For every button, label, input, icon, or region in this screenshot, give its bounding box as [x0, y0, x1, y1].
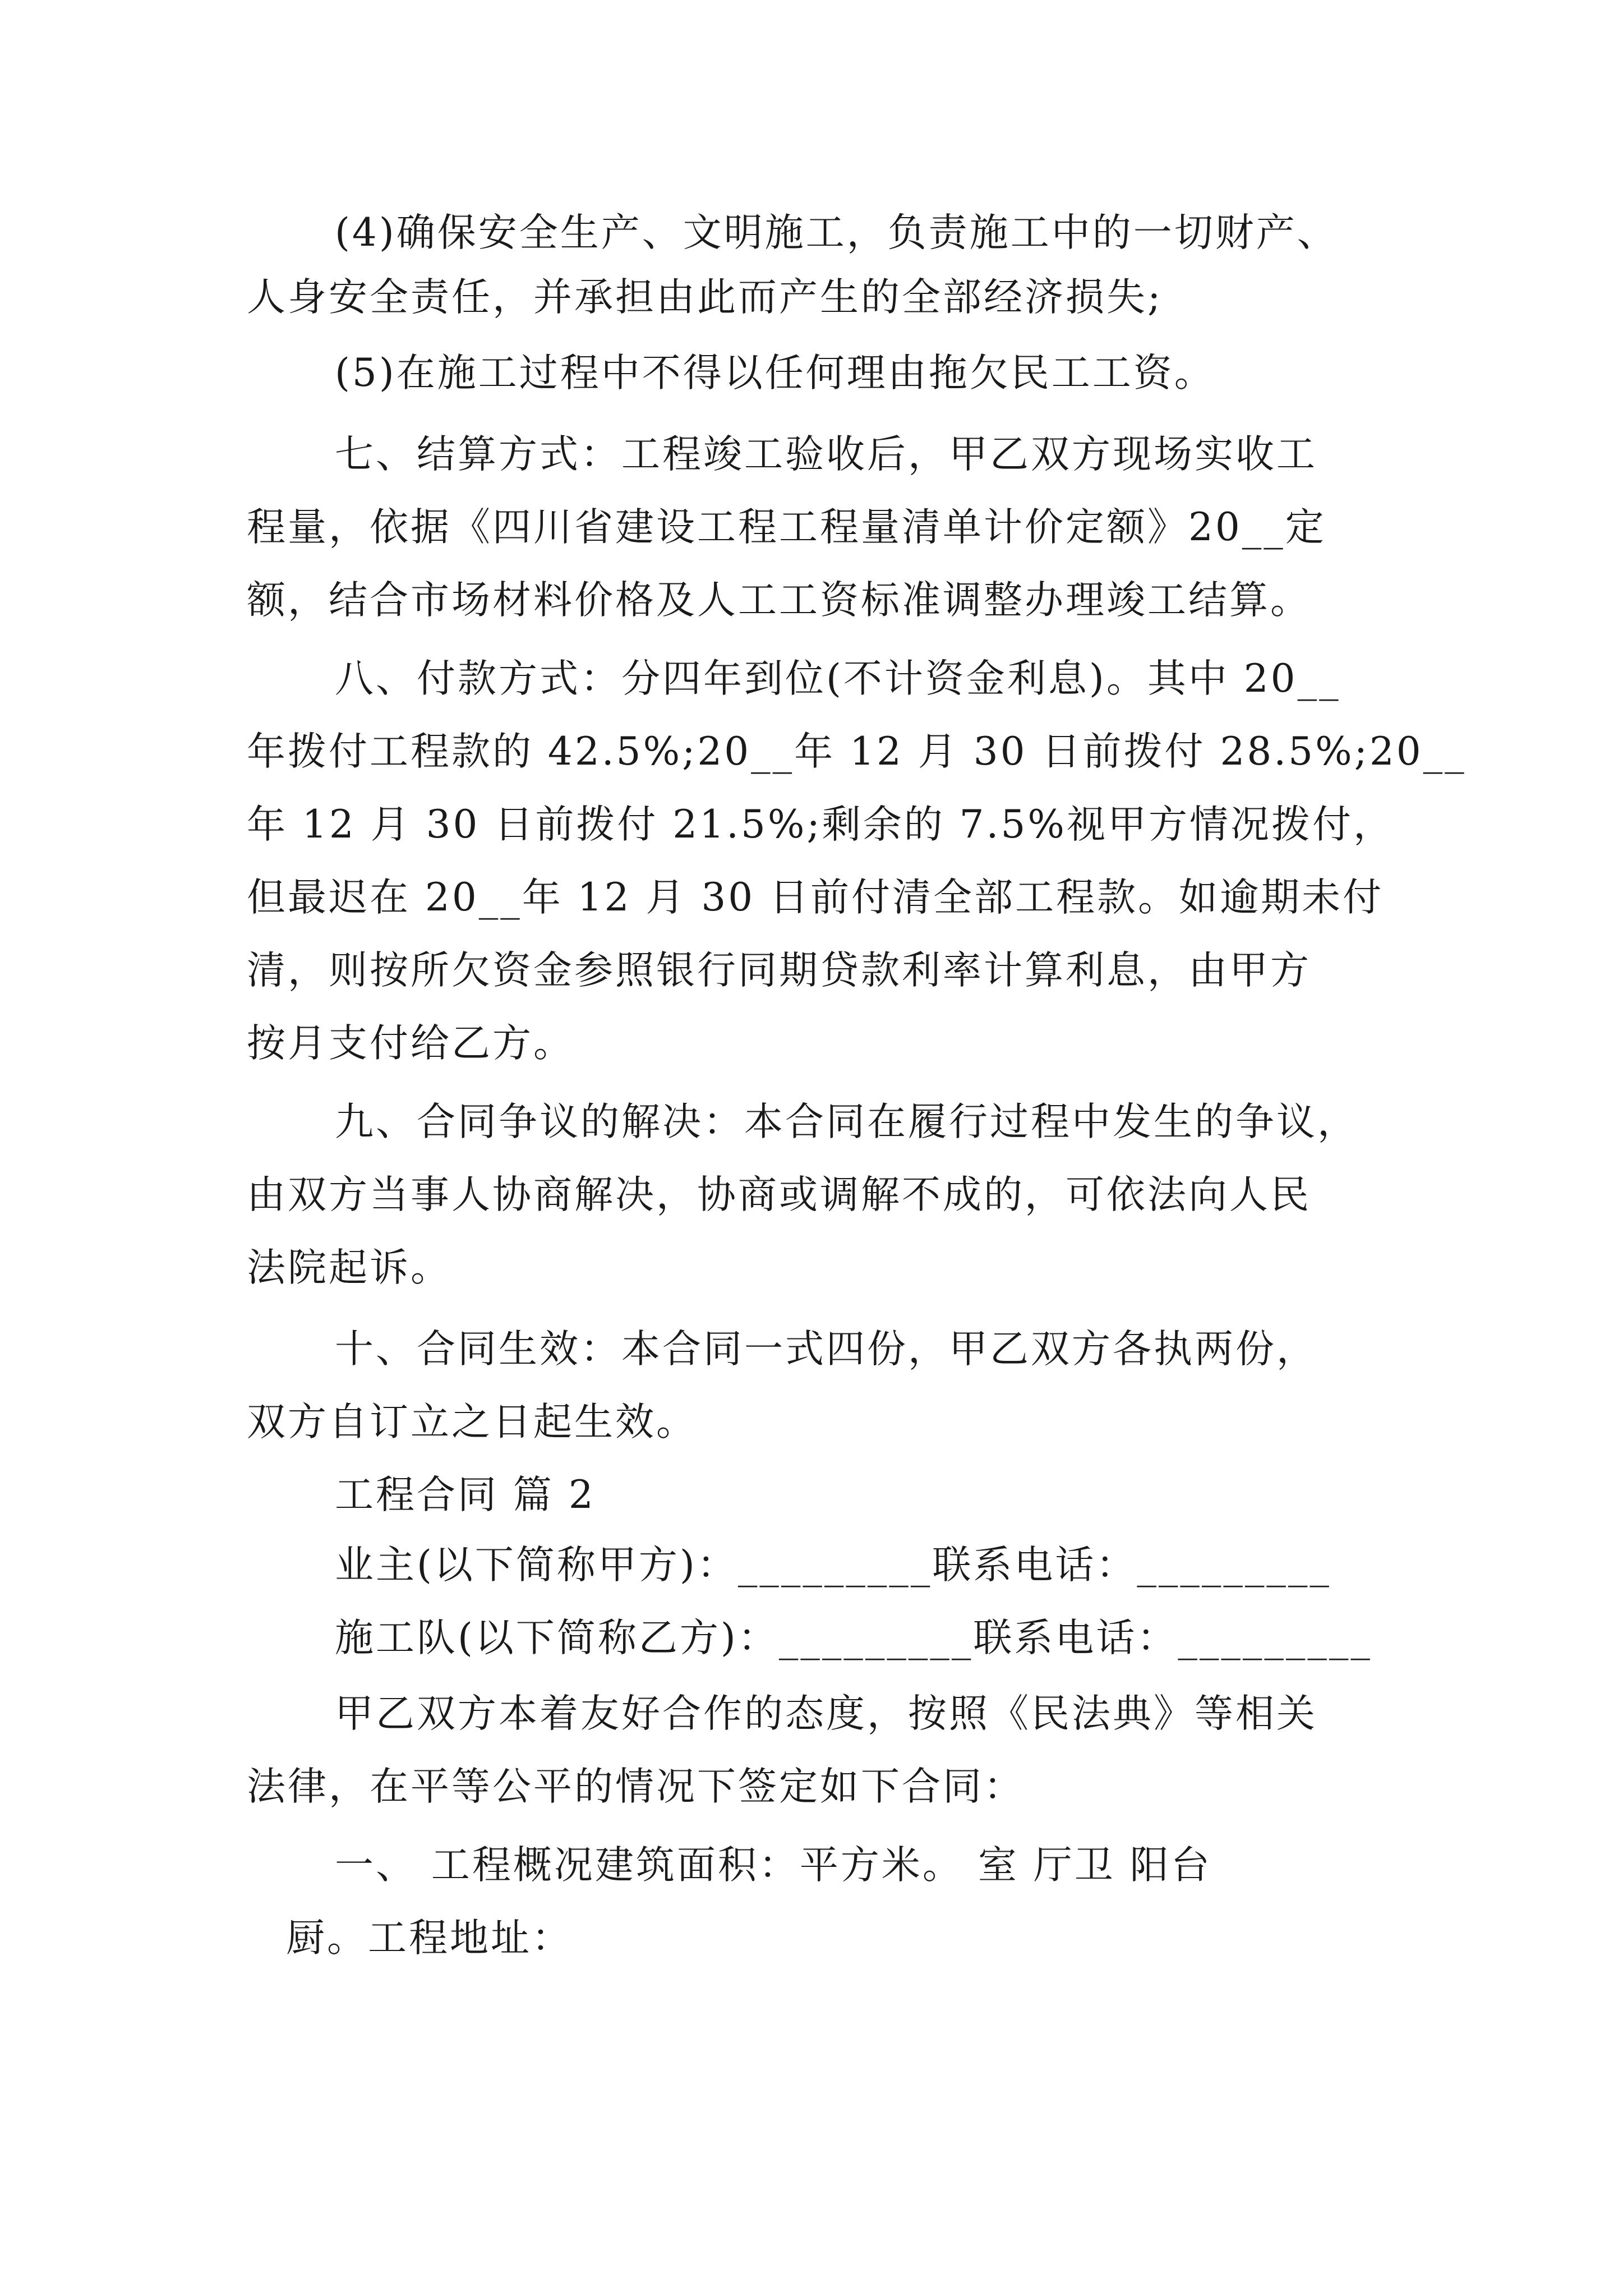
- clause-1-line-1: 一、 工程概况建筑面积：平方米。 室 厅卫 阳台: [335, 1843, 1212, 1888]
- clause-1-line-2: 厨。工程地址：: [286, 1916, 573, 1961]
- clause-8-line-3: 年 12 月 30 日前拨付 21.5%;剩余的 7.5%视甲方情况拨付，: [247, 802, 1394, 847]
- clause-7-line-1: 七、结算方式：工程竣工验收后，甲乙双方现场实收工: [335, 432, 1317, 477]
- clause-6-item-4-line-2: 人身安全责任，并承担由此而产生的全部经济损失;: [247, 275, 1163, 320]
- contractor-info-line: 施工队(以下简称乙方)：_________联系电话：_________: [335, 1616, 1372, 1660]
- clause-9-line-1: 九、合同争议的解决：本合同在履行过程中发生的争议，: [335, 1099, 1358, 1144]
- clause-6-item-4-line-1: (4)确保安全生产、文明施工，负责施工中的一切财产、: [335, 210, 1338, 255]
- section-heading: 工程合同 篇 2: [335, 1473, 596, 1517]
- clause-10-line-1: 十、合同生效：本合同一式四份，甲乙双方各执两份，: [335, 1327, 1317, 1372]
- owner-info-line: 业主(以下简称甲方)：_________联系电话：_________: [335, 1543, 1331, 1588]
- clause-6-item-5: (5)在施工过程中不得以任何理由拖欠民工工资。: [335, 351, 1215, 395]
- clause-8-line-2: 年拨付工程款的 42.5%;20__年 12 月 30 日前拨付 28.5%;20__: [247, 729, 1467, 774]
- preamble-line-1: 甲乙双方本着友好合作的态度，按照《民法典》等相关: [335, 1691, 1317, 1736]
- clause-9-line-3: 法院起诉。: [247, 1245, 451, 1290]
- clause-9-line-2: 由双方当事人协商解决，协商或调解不成的，可依法向人民: [247, 1172, 1311, 1217]
- preamble-line-2: 法律，在平等公平的情况下签定如下合同：: [247, 1764, 1025, 1809]
- clause-10-line-2: 双方自订立之日起生效。: [247, 1400, 697, 1444]
- clause-7-line-2: 程量，依据《四川省建设工程工程量清单计价定额》20__定: [247, 505, 1326, 550]
- clause-8-line-4: 但最迟在 20__年 12 月 30 日前付清全部工程款。如逾期未付: [247, 875, 1384, 920]
- clause-8-line-5: 清，则按所欠资金参照银行同期贷款利率计算利息，由甲方: [247, 948, 1311, 993]
- clause-8-line-1: 八、付款方式：分四年到位(不计资金利息)。其中 20__: [335, 656, 1341, 701]
- clause-8-line-6: 按月支付给乙方。: [247, 1021, 574, 1066]
- clause-7-line-3: 额，结合市场材料价格及人工工资标准调整办理竣工结算。: [247, 578, 1311, 623]
